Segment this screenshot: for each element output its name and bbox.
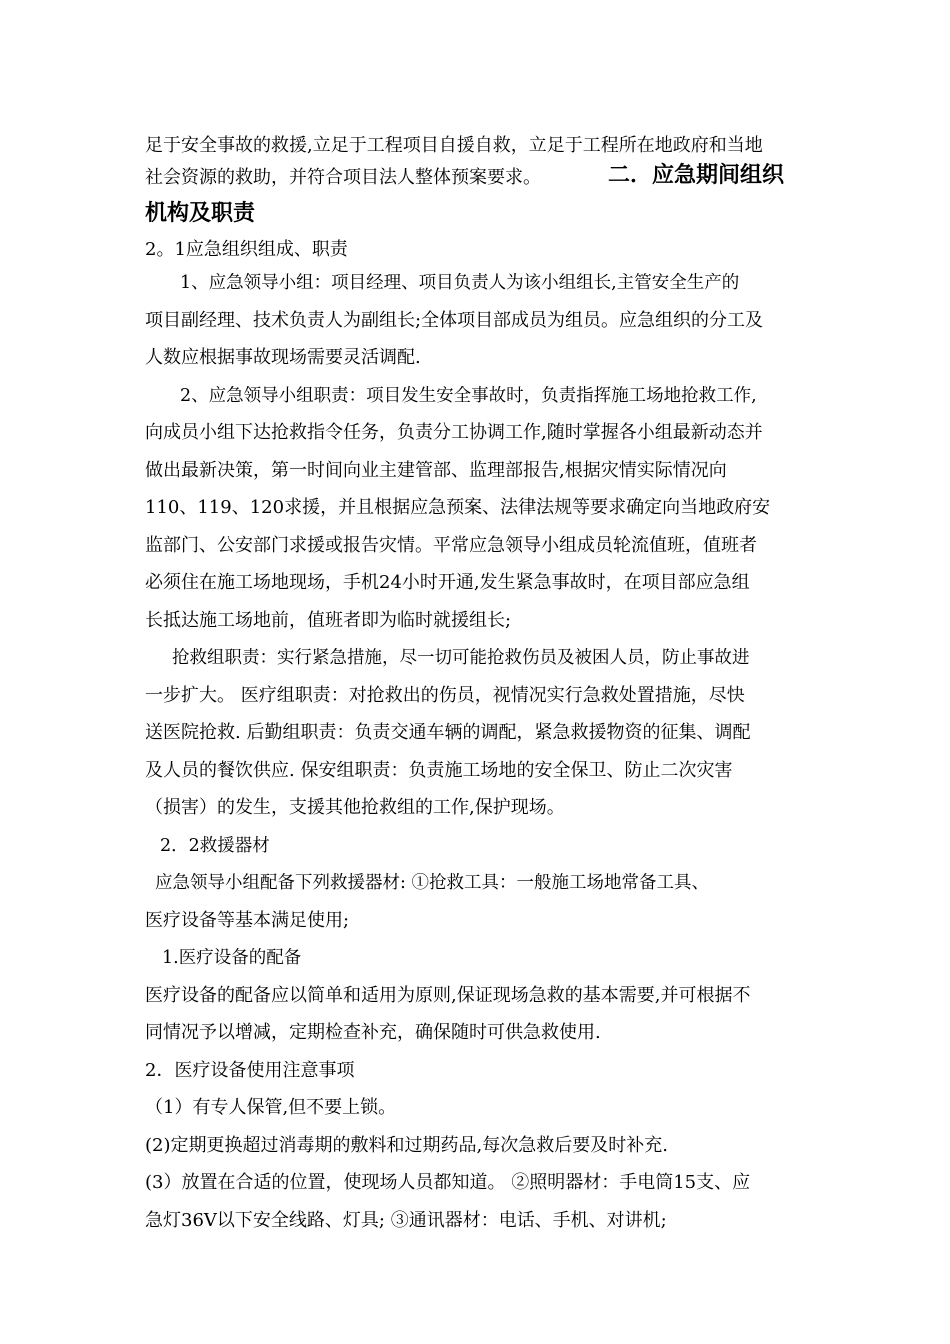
text-line: 一步扩大。 医疗组职责：对抢救出的伤员，视情况实行急救处置措施，尽快 bbox=[145, 685, 745, 706]
list-heading: 2．医疗设备使用注意事项 bbox=[145, 1060, 355, 1081]
text-line: 向成员小组下达抢救指令任务，负责分工协调工作,随时掌握各小组最新动态并 bbox=[145, 422, 763, 443]
text-line: 急灯36V以下安全线路、灯具; ③通讯器材：电话、手机、对讲机; bbox=[145, 1210, 667, 1231]
text-line: （损害）的发生，支援其他抢救组的工作,保护现场。 bbox=[145, 797, 565, 818]
text-line: 项目副经理、技术负责人为副组长;全体项目部成员为组员。应急组织的分工及 bbox=[145, 310, 764, 331]
text-line: 医疗设备的配备应以简单和适用为原则,保证现场急救的基本需要,并可根据不 bbox=[145, 985, 751, 1006]
text-line: 及人员的餐饮供应. 保安组职责：负责施工场地的安全保卫、防止二次灾害 bbox=[145, 760, 733, 781]
text-line: 抢救组职责：实行紧急措施，尽一切可能抢救伤员及被困人员，防止事故进 bbox=[172, 648, 750, 668]
text-line: 足于安全事故的救援,立足于工程项目自援自救，立足于工程所在地政府和当地 bbox=[145, 135, 763, 156]
text-line: 送医院抢救. 后勤组职责：负责交通车辆的调配，紧急救援物资的征集、调配 bbox=[145, 722, 751, 743]
text-line: 人数应根据事故现场需要灵活调配. bbox=[145, 347, 421, 368]
text-line: 医疗设备等基本满足使用; bbox=[145, 910, 350, 931]
list-item: （1）有专人保管,但不要上锁。 bbox=[145, 1097, 397, 1118]
text-line: 2、应急领导小组职责：项目发生安全事故时，负责指挥施工场地抢救工作, bbox=[180, 386, 757, 406]
list-heading: 1.医疗设备的配备 bbox=[162, 948, 302, 968]
section-heading-continued: 机构及职责 bbox=[145, 201, 256, 226]
text-line: 应急领导小组配备下列救援器材: ①抢救工具：一般施工场地常备工具、 bbox=[155, 873, 709, 893]
text-line: 同情况予以增减，定期检查补充，确保随时可供急救使用. bbox=[145, 1022, 601, 1043]
text-line: 1、应急领导小组：项目经理、项目负责人为该小组组长,主管安全生产的 bbox=[180, 273, 740, 293]
section-heading: 二．应急期间组织 bbox=[608, 163, 785, 188]
text-line: 做出最新决策，第一时间向业主建管部、监理部报告,根据灾情实际情况向 bbox=[145, 460, 727, 481]
text-line: 长抵达施工场地前，值班者即为临时就援组长; bbox=[145, 610, 512, 631]
subsection-heading: 2．2救援器材 bbox=[160, 836, 270, 856]
list-item: (3）放置在合适的位置，使现场人员都知道。 ②照明器材：手电筒15支、应 bbox=[145, 1172, 751, 1193]
text-line: 110、119、120求援，并且根据应急预案、法律法规等要求确定向当地政府安 bbox=[145, 497, 771, 518]
list-item: (2)定期更换超过消毒期的敷料和过期药品,每次急救后要及时补充. bbox=[145, 1135, 668, 1156]
text-line: 监部门、公安部门求援或报告灾情。平常应急领导小组成员轮流值班，值班者 bbox=[145, 535, 757, 556]
text-line: 社会资源的救助，并符合项目法人整体预案要求。 bbox=[145, 167, 541, 188]
text-line: 必须住在施工场地现场，手机24小时开通,发生紧急事故时，在项目部应急组 bbox=[145, 572, 750, 593]
subsection-heading: 2。1应急组织组成、职责 bbox=[145, 239, 348, 260]
